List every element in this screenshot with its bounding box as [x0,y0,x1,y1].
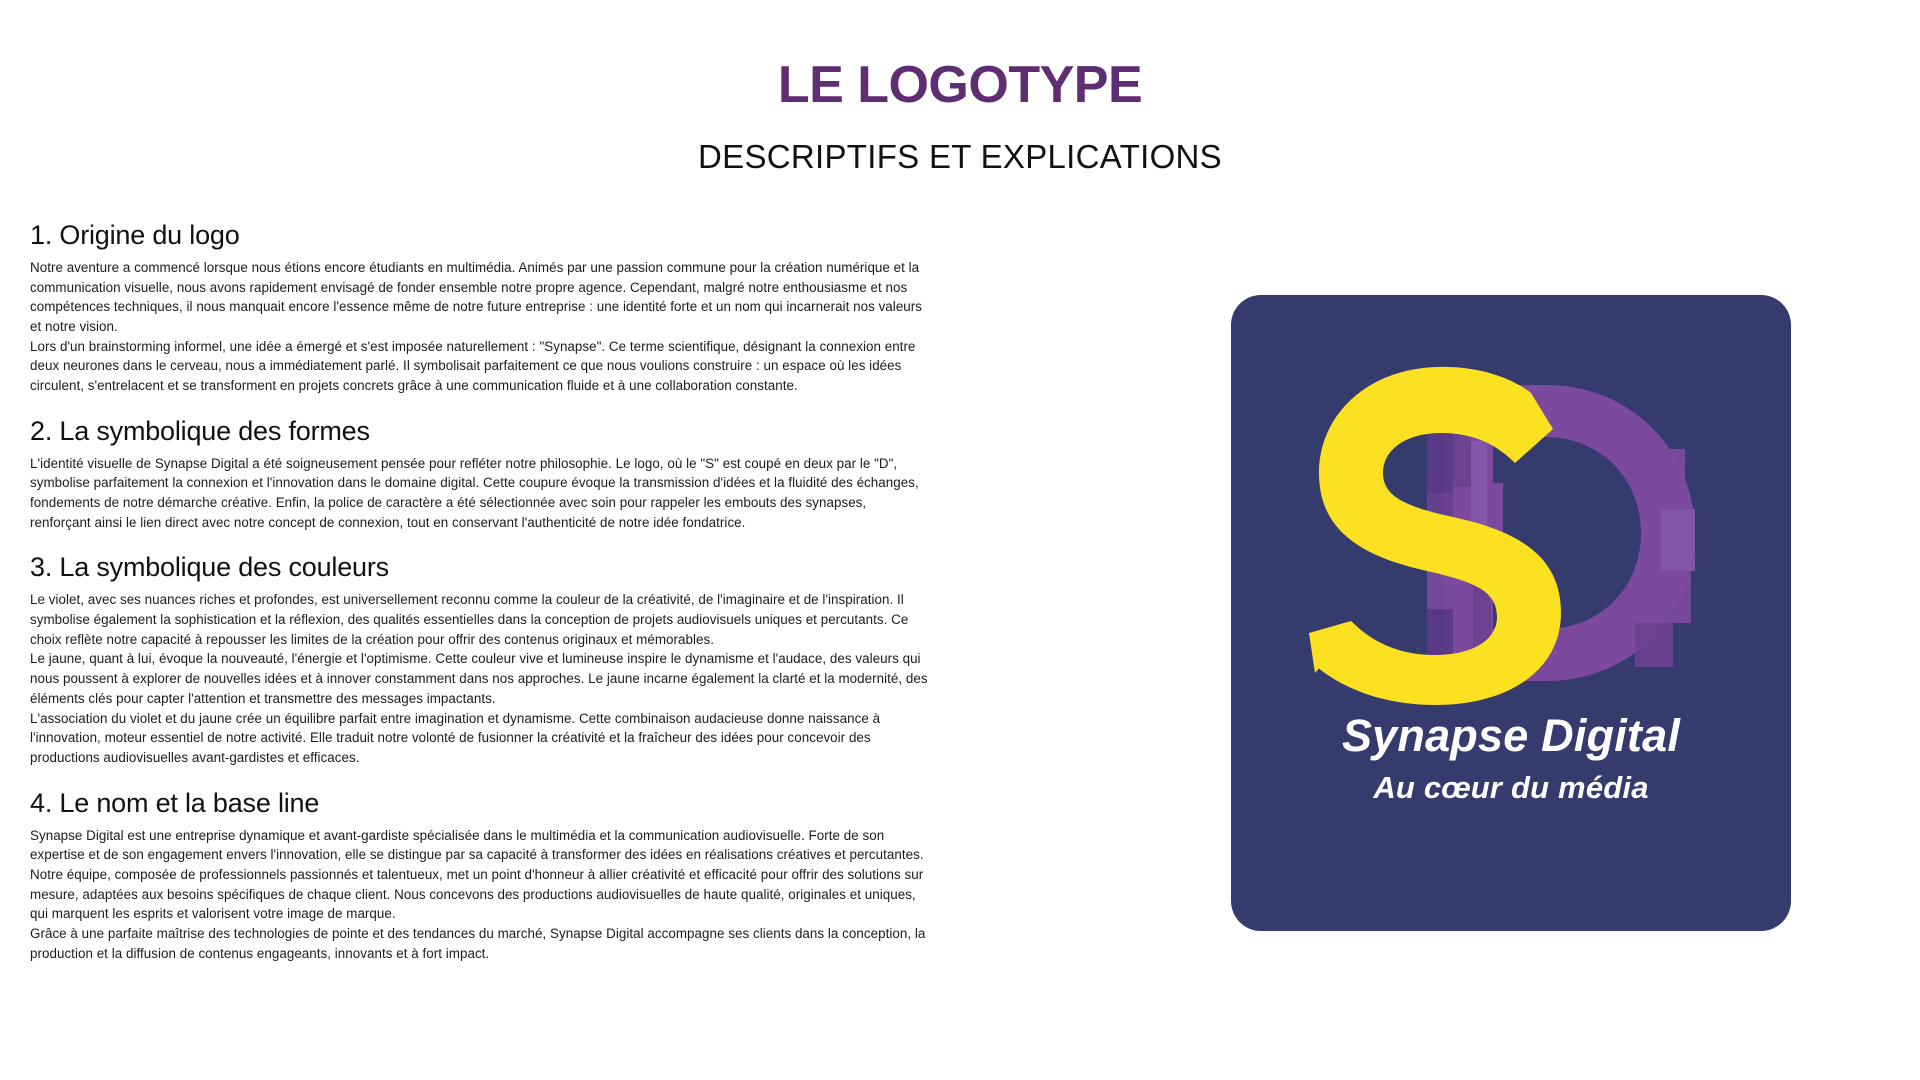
section-heading: 2. La symbolique des formes [30,415,370,446]
section-paragraph: L'association du violet et du jaune crée un équilibre parfait entre imagination et dynamisme. Cette combinaison audacieuse donne naissance à l'innovation, moteur essentiel de notre activité. Elle traduit notre volonté de fusionner la créativité et la fraîcheur des idées pour concevoir des productions audiovisuelles avant-gardistes et efficaces. [30,710,881,765]
section-paragraph: Notre aventure a commencé lorsque nous étions encore étudiants en multimédia. Animés par une passion commune pour la création numérique et la communication visuelle, nous avons rapidement envisagé de fonder ensemble notre propre agence. Cependant, malgré notre enthousiasme et nos compétences techniques, il nous manquait encore l'essence même de notre future entreprise : une identité forte et un nom qui incarnerait nos valeurs et notre vision. [30,259,923,334]
section-heading: 3. La symbolique des couleurs [30,552,389,583]
logo-card [1231,295,1791,931]
section-heading: 4. Le nom et la base line [30,787,320,818]
section-paragraph: Le violet, avec ses nuances riches et profondes, est universellement reconnu comme la couleur de la créativité, de l'imaginaire et de l'inspiration. Il symbolise également la sophistication et la réflexion, des qualités essentielles dans la conception de projets audiovisuels uniques et percutants. Ce choix reflète notre capacité à repousser les limites de la création pour offrir des contenus originaux et mémorables. [30,592,909,647]
section-origine-du-logo [30,220,930,396]
section-paragraph: Lors d'un brainstorming informel, une idée a émergé et s'est imposée naturellement : "Synapse". Ce terme scientifique, désignant la connexion entre deux neurones dans le cerveau, nous a immédiatement parlé. Il symbolisait parfaitement ce que nous voulions construire : un espace où les idées circulent, s'entrelacent et se transforment en projets concrets grâce à une communication fluide et à une collaboration constante. [30,338,916,394]
logo-company-name: Synapse Digital [1341,710,1681,761]
section-symbolique-des-formes [30,416,930,533]
section-symbolique-des-couleurs [30,552,930,767]
section-paragraph: Synapse Digital est une entreprise dynamique et avant-gardiste spécialisée dans le multimédia et la communication audiovisuelle. Forte de son expertise et de son engagement envers l'innovation, elle se distingue par sa capacité à transformer des idées en réalisations créatives et percutantes. [30,827,924,863]
document-header [0,58,1920,175]
section-paragraph: L'identité visuelle de Synapse Digital a été soigneusement pensée pour refléter notre philosophie. Le logo, où le "S" est coupé en deux par le "D", symbolise parfaitement la connexion et l'innovation dans le domaine digital. Cette coupure évoque la transmission d'idées et la fluidité des échanges, fondements de notre démarche créative. Enfin, la police de caractère a été sélectionnée avec soin pour rappeler les embouts des synapses, renforçant ainsi le lien direct avec notre concept de connexion, tout en conservant l'authenticité de notre idée fondatrice. [30,455,919,530]
section-paragraph: Notre équipe, composée de professionnels passionnés et talentueux, met un point d'honneur à allier créativité et efficacité pour offrir des solutions sur mesure, adaptées aux besoins spécifiques de chaque client. Nous concevons des productions audiovisuelles de haute qualité, originales et uniques, qui marquent les esprits et valorisent votre image de marque. [30,866,924,922]
section-paragraph: Grâce à une parfaite maîtrise des technologies de pointe et des tendances du marché, Synapse Digital accompagne ses clients dans la conception, la production et la diffusion de contenus engageants, innovants et à fort impact. [30,926,926,961]
page-subtitle: DESCRIPTIFS ET EXPLICATIONS [698,137,1222,175]
section-nom-et-base-line [30,788,930,964]
page-title: LE LOGOTYPE [777,56,1143,114]
logo-wordmark [1231,710,1791,805]
content-column [30,220,930,963]
synapse-digital-logo-icon [1231,333,1791,733]
section-heading: 1. Origine du logo [30,220,240,250]
logo-tagline: Au cœur du média [1373,770,1649,805]
section-paragraph: Le jaune, quant à lui, évoque la nouveauté, l'énergie et l'optimisme. Cette couleur vive et lumineuse inspire le dynamisme et l'audace, des valeurs qui nous poussent à explorer de nouvelles idées et à innover constamment dans nos approches. Le jaune incarne également la clarté et la modernité, des éléments clés pour capter l'attention et transmettre des messages impactants. [30,651,928,706]
